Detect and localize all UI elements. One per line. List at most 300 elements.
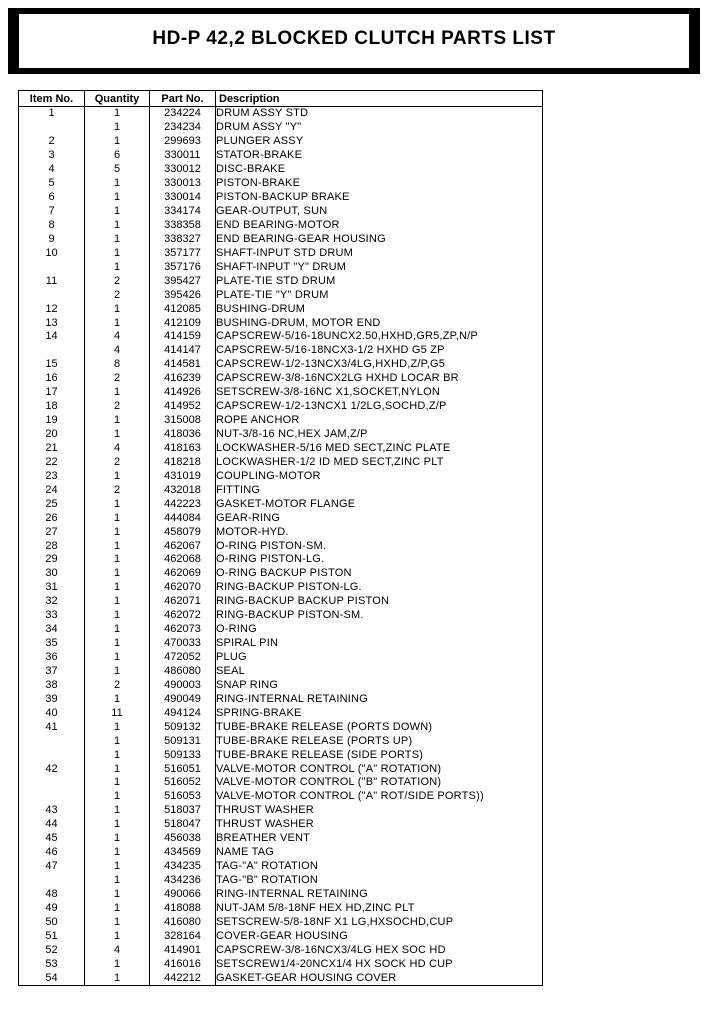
quantity-cell: 1	[85, 637, 150, 651]
part-no-cell: 472052	[150, 651, 216, 665]
table-row	[19, 149, 543, 163]
item-no-cell: 3	[19, 149, 85, 163]
description-cell: GEAR-RING	[216, 511, 543, 525]
part-no-cell: 462070	[150, 581, 216, 595]
table-row	[19, 929, 543, 943]
title-frame	[8, 8, 700, 74]
part-no-cell: 334174	[150, 205, 216, 219]
part-no-cell: 516051	[150, 762, 216, 776]
column-header-quantity: Quantity	[85, 91, 150, 107]
quantity-cell: 4	[85, 442, 150, 456]
quantity-cell: 1	[85, 191, 150, 205]
part-no-cell: 418163	[150, 442, 216, 456]
part-no-cell: 442212	[150, 971, 216, 985]
item-no-cell	[19, 734, 85, 748]
description-cell: SHAFT-INPUT "Y" DRUM	[216, 260, 543, 274]
item-no-cell: 10	[19, 246, 85, 260]
table-row	[19, 692, 543, 706]
table-row	[19, 483, 543, 497]
item-no-cell: 27	[19, 525, 85, 539]
item-no-cell	[19, 874, 85, 888]
quantity-cell: 1	[85, 860, 150, 874]
quantity-cell: 1	[85, 901, 150, 915]
quantity-cell: 5	[85, 163, 150, 177]
table-row	[19, 818, 543, 832]
description-cell: COVER-GEAR HOUSING	[216, 929, 543, 943]
item-no-cell: 24	[19, 483, 85, 497]
description-cell: NAME TAG	[216, 846, 543, 860]
part-no-cell: 330013	[150, 177, 216, 191]
item-no-cell	[19, 288, 85, 302]
description-cell: GASKET-MOTOR FLANGE	[216, 497, 543, 511]
quantity-cell: 1	[85, 762, 150, 776]
item-no-cell: 45	[19, 832, 85, 846]
part-no-cell: 462067	[150, 539, 216, 553]
quantity-cell: 2	[85, 678, 150, 692]
table-row	[19, 316, 543, 330]
part-no-cell: 315008	[150, 414, 216, 428]
table-row	[19, 205, 543, 219]
part-no-cell: 414952	[150, 400, 216, 414]
description-cell: BREATHER VENT	[216, 832, 543, 846]
quantity-cell: 1	[85, 205, 150, 219]
description-cell: SPIRAL PIN	[216, 637, 543, 651]
part-no-cell: 328164	[150, 929, 216, 943]
quantity-cell: 1	[85, 804, 150, 818]
table-row	[19, 706, 543, 720]
table-row	[19, 442, 543, 456]
quantity-cell: 11	[85, 706, 150, 720]
quantity-cell: 1	[85, 414, 150, 428]
item-no-cell: 50	[19, 915, 85, 929]
quantity-cell: 1	[85, 734, 150, 748]
table-row	[19, 971, 543, 985]
description-cell: RING-INTERNAL RETAINING	[216, 692, 543, 706]
table-row	[19, 246, 543, 260]
part-no-cell: 299693	[150, 135, 216, 149]
quantity-cell: 1	[85, 971, 150, 985]
description-cell: PLATE-TIE STD DRUM	[216, 274, 543, 288]
description-cell: GEAR-OUTPUT, SUN	[216, 205, 543, 219]
part-no-cell: 516052	[150, 776, 216, 790]
quantity-cell: 4	[85, 344, 150, 358]
table-row	[19, 358, 543, 372]
part-no-cell: 330014	[150, 191, 216, 205]
description-cell: PISTON-BRAKE	[216, 177, 543, 191]
part-no-cell: 338358	[150, 219, 216, 233]
item-no-cell: 51	[19, 929, 85, 943]
part-no-cell: 494124	[150, 706, 216, 720]
table-row	[19, 901, 543, 915]
quantity-cell: 1	[85, 525, 150, 539]
table-row	[19, 469, 543, 483]
quantity-cell: 1	[85, 567, 150, 581]
item-no-cell: 47	[19, 860, 85, 874]
part-no-cell: 418036	[150, 428, 216, 442]
part-no-cell: 462071	[150, 595, 216, 609]
quantity-cell: 1	[85, 929, 150, 943]
description-cell: BUSHING-DRUM, MOTOR END	[216, 316, 543, 330]
table-row	[19, 344, 543, 358]
description-cell: SEAL	[216, 665, 543, 679]
description-cell: DISC-BRAKE	[216, 163, 543, 177]
description-cell: VALVE-MOTOR CONTROL ("A" ROTATION)	[216, 762, 543, 776]
quantity-cell: 1	[85, 776, 150, 790]
description-cell: TUBE-BRAKE RELEASE (PORTS DOWN)	[216, 720, 543, 734]
quantity-cell: 2	[85, 372, 150, 386]
part-no-cell: 330011	[150, 149, 216, 163]
part-no-cell: 516053	[150, 790, 216, 804]
quantity-cell: 1	[85, 874, 150, 888]
part-no-cell: 395426	[150, 288, 216, 302]
description-cell: SETSCREW1/4-20NCX1/4 HX SOCK HD CUP	[216, 957, 543, 971]
quantity-cell: 1	[85, 511, 150, 525]
quantity-cell: 6	[85, 149, 150, 163]
part-no-cell: 470033	[150, 637, 216, 651]
quantity-cell: 2	[85, 455, 150, 469]
description-cell: SETSCREW-3/8-16NC X1,SOCKET,NYLON	[216, 386, 543, 400]
quantity-cell: 2	[85, 483, 150, 497]
description-cell: THRUST WASHER	[216, 804, 543, 818]
item-no-cell: 1	[19, 107, 85, 121]
table-row	[19, 525, 543, 539]
table-row	[19, 372, 543, 386]
description-cell: STATOR-BRAKE	[216, 149, 543, 163]
item-no-cell: 2	[19, 135, 85, 149]
table-row	[19, 748, 543, 762]
quantity-cell: 8	[85, 358, 150, 372]
item-no-cell: 44	[19, 818, 85, 832]
description-cell: TAG-"B" ROTATION	[216, 874, 543, 888]
item-no-cell: 41	[19, 720, 85, 734]
quantity-cell: 1	[85, 832, 150, 846]
table-row	[19, 762, 543, 776]
part-no-cell: 414581	[150, 358, 216, 372]
description-cell: COUPLING-MOTOR	[216, 469, 543, 483]
description-cell: TAG-"A" ROTATION	[216, 860, 543, 874]
table-row	[19, 790, 543, 804]
table-row	[19, 888, 543, 902]
quantity-cell: 1	[85, 581, 150, 595]
part-no-cell: 431019	[150, 469, 216, 483]
table-row	[19, 734, 543, 748]
item-no-cell: 16	[19, 372, 85, 386]
quantity-cell: 1	[85, 790, 150, 804]
item-no-cell: 12	[19, 302, 85, 316]
table-row	[19, 121, 543, 135]
table-row	[19, 177, 543, 191]
item-no-cell: 42	[19, 762, 85, 776]
quantity-cell: 1	[85, 553, 150, 567]
item-no-cell: 18	[19, 400, 85, 414]
description-cell: VALVE-MOTOR CONTROL ("A" ROT/SIDE PORTS))	[216, 790, 543, 804]
item-no-cell: 53	[19, 957, 85, 971]
item-no-cell: 22	[19, 455, 85, 469]
item-no-cell: 30	[19, 567, 85, 581]
item-no-cell: 20	[19, 428, 85, 442]
description-cell: CAPSCREW-5/16-18NCX3-1/2 HXHD G5 ZP	[216, 344, 543, 358]
description-cell: LOCKWASHER-1/2 ID MED SECT,ZINC PLT	[216, 455, 543, 469]
item-no-cell: 37	[19, 665, 85, 679]
quantity-cell: 4	[85, 330, 150, 344]
table-row	[19, 511, 543, 525]
part-no-cell: 462073	[150, 623, 216, 637]
item-no-cell: 28	[19, 539, 85, 553]
part-no-cell: 330012	[150, 163, 216, 177]
table-row	[19, 191, 543, 205]
part-no-cell: 462069	[150, 567, 216, 581]
table-row	[19, 135, 543, 149]
table-row	[19, 455, 543, 469]
item-no-cell: 17	[19, 386, 85, 400]
column-header-description: Description	[216, 91, 543, 107]
table-row	[19, 232, 543, 246]
page-title: HD-P 42,2 BLOCKED CLUTCH PARTS LIST	[152, 28, 556, 49]
item-no-cell: 52	[19, 943, 85, 957]
item-no-cell: 32	[19, 595, 85, 609]
part-no-cell: 518037	[150, 804, 216, 818]
item-no-cell: 54	[19, 971, 85, 985]
table-row	[19, 595, 543, 609]
item-no-cell: 9	[19, 232, 85, 246]
table-row	[19, 539, 543, 553]
part-no-cell: 444084	[150, 511, 216, 525]
quantity-cell: 1	[85, 595, 150, 609]
item-no-cell: 26	[19, 511, 85, 525]
table-row	[19, 874, 543, 888]
quantity-cell: 1	[85, 177, 150, 191]
description-cell: NUT-JAM 5/8-18NF HEX HD,ZINC PLT	[216, 901, 543, 915]
part-no-cell: 357177	[150, 246, 216, 260]
quantity-cell: 1	[85, 609, 150, 623]
description-cell: PLUNGER ASSY	[216, 135, 543, 149]
table-row	[19, 274, 543, 288]
part-no-cell: 338327	[150, 232, 216, 246]
item-no-cell: 36	[19, 651, 85, 665]
table-row	[19, 107, 543, 121]
description-cell: SNAP RING	[216, 678, 543, 692]
part-no-cell: 434235	[150, 860, 216, 874]
quantity-cell: 1	[85, 539, 150, 553]
description-cell: SPRING-BRAKE	[216, 706, 543, 720]
column-header-part-no: Part No.	[150, 91, 216, 107]
item-no-cell	[19, 121, 85, 135]
description-cell: BUSHING-DRUM	[216, 302, 543, 316]
description-cell: SHAFT-INPUT STD DRUM	[216, 246, 543, 260]
header-row	[19, 91, 543, 107]
quantity-cell: 2	[85, 400, 150, 414]
description-cell: O-RING	[216, 623, 543, 637]
description-cell: CAPSCREW-3/8-16NCX3/4LG HEX SOC HD	[216, 943, 543, 957]
item-no-cell	[19, 790, 85, 804]
item-no-cell: 19	[19, 414, 85, 428]
description-cell: GASKET-GEAR HOUSING COVER	[216, 971, 543, 985]
quantity-cell: 1	[85, 915, 150, 929]
table-row	[19, 288, 543, 302]
quantity-cell: 1	[85, 219, 150, 233]
item-no-cell: 11	[19, 274, 85, 288]
description-cell: O-RING PISTON-LG.	[216, 553, 543, 567]
description-cell: VALVE-MOTOR CONTROL ("B" ROTATION)	[216, 776, 543, 790]
description-cell: CAPSCREW-5/16-18UNCX2.50,HXHD,GR5,ZP,N/P	[216, 330, 543, 344]
item-no-cell: 14	[19, 330, 85, 344]
description-cell: O-RING BACKUP PISTON	[216, 567, 543, 581]
part-no-cell: 395427	[150, 274, 216, 288]
table-row	[19, 428, 543, 442]
quantity-cell: 1	[85, 623, 150, 637]
column-header-item-no: Item No.	[19, 91, 85, 107]
table-row	[19, 776, 543, 790]
item-no-cell: 35	[19, 637, 85, 651]
description-cell: SETSCREW-5/8-18NF X1 LG,HXSOCHD,CUP	[216, 915, 543, 929]
parts-table	[18, 90, 543, 986]
item-no-cell	[19, 748, 85, 762]
part-no-cell: 414901	[150, 943, 216, 957]
item-no-cell: 29	[19, 553, 85, 567]
quantity-cell: 1	[85, 386, 150, 400]
item-no-cell: 5	[19, 177, 85, 191]
item-no-cell	[19, 344, 85, 358]
part-no-cell: 486080	[150, 665, 216, 679]
part-no-cell: 414159	[150, 330, 216, 344]
quantity-cell: 1	[85, 748, 150, 762]
table-row	[19, 497, 543, 511]
description-cell: O-RING PISTON-SM.	[216, 539, 543, 553]
part-no-cell: 518047	[150, 818, 216, 832]
description-cell: DRUM ASSY STD	[216, 107, 543, 121]
table-row	[19, 623, 543, 637]
quantity-cell: 1	[85, 665, 150, 679]
item-no-cell: 7	[19, 205, 85, 219]
part-no-cell: 432018	[150, 483, 216, 497]
table-row	[19, 609, 543, 623]
table-row	[19, 832, 543, 846]
table-row	[19, 386, 543, 400]
part-no-cell: 234224	[150, 107, 216, 121]
quantity-cell: 1	[85, 232, 150, 246]
description-cell: TUBE-BRAKE RELEASE (SIDE PORTS)	[216, 748, 543, 762]
description-cell: PISTON-BACKUP BRAKE	[216, 191, 543, 205]
part-no-cell: 416239	[150, 372, 216, 386]
quantity-cell: 1	[85, 957, 150, 971]
item-no-cell	[19, 260, 85, 274]
part-no-cell: 357176	[150, 260, 216, 274]
table-row	[19, 553, 543, 567]
part-no-cell: 416080	[150, 915, 216, 929]
quantity-cell: 1	[85, 246, 150, 260]
item-no-cell: 39	[19, 692, 85, 706]
quantity-cell: 1	[85, 260, 150, 274]
item-no-cell: 4	[19, 163, 85, 177]
quantity-cell: 1	[85, 428, 150, 442]
quantity-cell: 1	[85, 818, 150, 832]
item-no-cell: 34	[19, 623, 85, 637]
description-cell: LOCKWASHER-5/16 MED SECT,ZINC PLATE	[216, 442, 543, 456]
table-row	[19, 260, 543, 274]
quantity-cell: 4	[85, 943, 150, 957]
part-no-cell: 456038	[150, 832, 216, 846]
table-row	[19, 804, 543, 818]
part-no-cell: 416016	[150, 957, 216, 971]
table-row	[19, 915, 543, 929]
description-cell: CAPSCREW-3/8-16NCX2LG HXHD LOCAR BR	[216, 372, 543, 386]
part-no-cell: 490049	[150, 692, 216, 706]
item-no-cell: 31	[19, 581, 85, 595]
description-cell: RING-BACKUP BACKUP PISTON	[216, 595, 543, 609]
table-row	[19, 846, 543, 860]
item-no-cell: 43	[19, 804, 85, 818]
description-cell: PLATE-TIE "Y" DRUM	[216, 288, 543, 302]
item-no-cell: 38	[19, 678, 85, 692]
part-no-cell: 412085	[150, 302, 216, 316]
part-no-cell: 490066	[150, 888, 216, 902]
quantity-cell: 1	[85, 302, 150, 316]
item-no-cell: 40	[19, 706, 85, 720]
description-cell: THRUST WASHER	[216, 818, 543, 832]
part-no-cell: 462068	[150, 553, 216, 567]
part-no-cell: 509132	[150, 720, 216, 734]
quantity-cell: 1	[85, 316, 150, 330]
title-box	[18, 13, 690, 69]
table-row	[19, 957, 543, 971]
part-no-cell: 412109	[150, 316, 216, 330]
item-no-cell	[19, 776, 85, 790]
item-no-cell: 6	[19, 191, 85, 205]
description-cell: CAPSCREW-1/2-13NCX1 1/2LG,SOCHD,Z/P	[216, 400, 543, 414]
quantity-cell: 1	[85, 121, 150, 135]
description-cell: DRUM ASSY "Y"	[216, 121, 543, 135]
item-no-cell: 48	[19, 888, 85, 902]
quantity-cell: 1	[85, 692, 150, 706]
item-no-cell: 33	[19, 609, 85, 623]
part-no-cell: 462072	[150, 609, 216, 623]
part-no-cell: 434236	[150, 874, 216, 888]
description-cell: TUBE-BRAKE RELEASE (PORTS UP)	[216, 734, 543, 748]
description-cell: FITTING	[216, 483, 543, 497]
description-cell: PLUG	[216, 651, 543, 665]
item-no-cell: 25	[19, 497, 85, 511]
description-cell: END BEARING-GEAR HOUSING	[216, 232, 543, 246]
item-no-cell: 13	[19, 316, 85, 330]
item-no-cell: 46	[19, 846, 85, 860]
table-row	[19, 943, 543, 957]
table-row	[19, 665, 543, 679]
quantity-cell: 2	[85, 274, 150, 288]
quantity-cell: 1	[85, 846, 150, 860]
quantity-cell: 2	[85, 288, 150, 302]
part-no-cell: 414147	[150, 344, 216, 358]
table-row	[19, 860, 543, 874]
item-no-cell: 8	[19, 219, 85, 233]
part-no-cell: 234234	[150, 121, 216, 135]
item-no-cell: 23	[19, 469, 85, 483]
table-row	[19, 581, 543, 595]
table-row	[19, 637, 543, 651]
part-no-cell: 418218	[150, 455, 216, 469]
description-cell: RING-INTERNAL RETAINING	[216, 888, 543, 902]
description-cell: RING-BACKUP PISTON-SM.	[216, 609, 543, 623]
parts-table-body	[19, 107, 543, 986]
table-row	[19, 302, 543, 316]
item-no-cell: 21	[19, 442, 85, 456]
quantity-cell: 1	[85, 497, 150, 511]
part-no-cell: 418088	[150, 901, 216, 915]
description-cell: MOTOR-HYD.	[216, 525, 543, 539]
table-row	[19, 219, 543, 233]
item-no-cell: 49	[19, 901, 85, 915]
part-no-cell: 434569	[150, 846, 216, 860]
part-no-cell: 442223	[150, 497, 216, 511]
